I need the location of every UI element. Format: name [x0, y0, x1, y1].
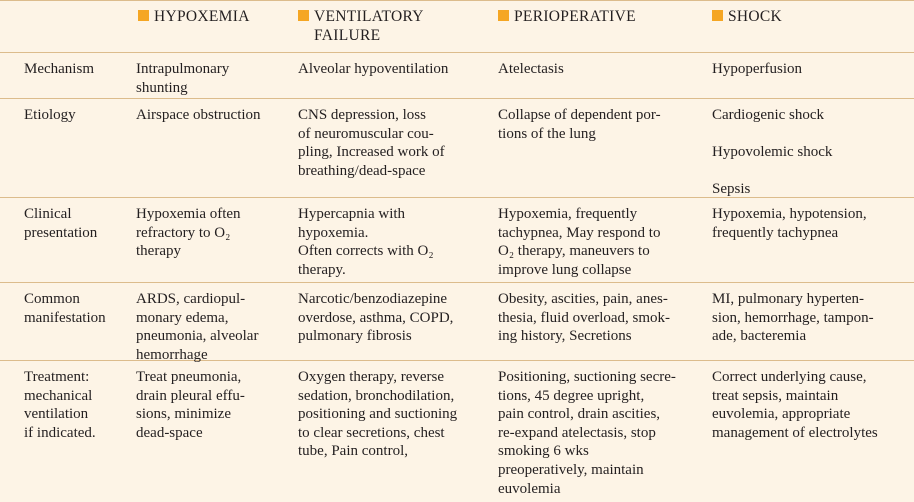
- header-text: SHOCK: [728, 8, 783, 25]
- table-cell: Hypoxemia, hypotension, frequently tachypnea: [712, 206, 867, 241]
- header-text: VENTILATORY FAILURE: [314, 8, 424, 44]
- header-text: HYPOXEMIA: [154, 8, 250, 25]
- table-row-mechanism: [0, 53, 914, 99]
- table-cell: Hypoperfusion: [712, 61, 802, 77]
- table-row-treatment: [0, 361, 914, 497]
- table-cell: Oxygen therapy, reverse sedation, bronchodilation, positioning and suctioning to clear secretions, chest tube, Pain control,: [298, 369, 458, 460]
- square-bullet-icon: [298, 10, 309, 21]
- table-cell: Treat pneumonia, drain pleural effu- sions, minimize dead-space: [136, 369, 245, 441]
- column-header-hypoxemia: [138, 8, 293, 27]
- table-cell: Hypoxemia often refractory to O₂ therapy: [136, 206, 241, 260]
- table-cell: Atelectasis: [498, 61, 564, 77]
- row-label: Mechanism: [24, 61, 94, 77]
- column-header-perioperative: [498, 8, 703, 27]
- row-label: Clinical presentation: [24, 206, 98, 241]
- table-cell: Obesity, ascities, pain, anes- thesia, fluid overload, smok- ing history, Secretions: [498, 291, 671, 345]
- square-bullet-icon: [498, 10, 509, 21]
- table-cell: Narcotic/benzodiazepine overdose, asthma, COPD, pulmonary fibrosis: [298, 291, 454, 345]
- table-cell: Positioning, suctioning secre- tions, 45 degree upright, pain control, drain ascities, re-expand atelectasis, stop smoking 6 wks preoperatively, maintain euvolemia: [498, 369, 676, 497]
- table-row-clinical-presentation: [0, 198, 914, 283]
- table-cell: Correct underlying cause, treat sepsis, maintain euvolemia, appropriate management of electrolytes: [712, 369, 878, 441]
- table-row-etiology: [0, 99, 914, 198]
- table-row-common-manifestation: [0, 283, 914, 361]
- table-cell: Intrapulmonary shunting: [136, 61, 230, 96]
- column-header-shock: [712, 8, 912, 27]
- square-bullet-icon: [138, 10, 149, 21]
- row-label: Common manifestation: [24, 291, 106, 326]
- table-cell: Cardiogenic shock Hypovolemic shock Sepsis: [712, 107, 833, 198]
- table-cell: CNS depression, loss of neuromuscular cou- pling, Increased work of breathing/dead-space: [298, 107, 445, 179]
- row-label: Treatment: mechanical ventilation if indicated.: [24, 369, 96, 441]
- column-header-ventilatory-failure: [298, 8, 493, 45]
- table-cell: MI, pulmonary hyperten- sion, hemorrhage, tampon- ade, bacteremia: [712, 291, 874, 345]
- table-cell: Hypoxemia, frequently tachypnea, May respond to O₂ therapy, maneuvers to improve lung collapse: [498, 206, 661, 278]
- header-text: PERIOPERATIVE: [514, 8, 636, 25]
- table-header-row: [0, 0, 914, 53]
- table-cell: Collapse of dependent por- tions of the lung: [498, 107, 661, 142]
- table-cell: Hypercapnia with hypoxemia. Often corrects with O₂ therapy.: [298, 206, 434, 278]
- row-label: Etiology: [24, 107, 76, 123]
- table-cell: Alveolar hypoventilation: [298, 61, 449, 77]
- table-cell: Airspace obstruction: [136, 107, 261, 123]
- table-cell: ARDS, cardiopul- monary edema, pneumonia, alveolar hemorrhage: [136, 291, 259, 363]
- square-bullet-icon: [712, 10, 723, 21]
